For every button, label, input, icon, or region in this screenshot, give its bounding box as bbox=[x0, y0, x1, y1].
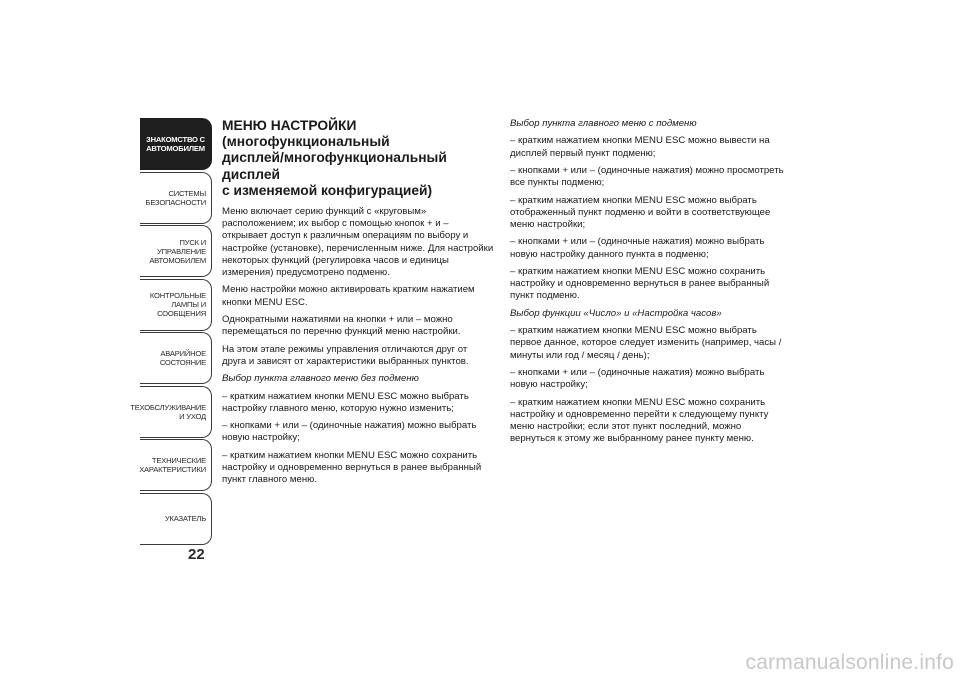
tab-maintenance[interactable] bbox=[130, 386, 212, 438]
tab-starting-driving[interactable] bbox=[140, 225, 212, 277]
list-item: – кратким нажатием кнопки MENU ESC можно выбрать настройку главного меню, которую нужно изменить; bbox=[222, 390, 469, 414]
list-item: – кнопками + или – (одиночные нажатия) можно выбрать новую настройку; bbox=[510, 366, 765, 391]
tab-label: ЗНАКОМСТВО С АВТОМОБИЛЕМ bbox=[146, 135, 205, 153]
paragraph: Однократными нажатиями на кнопки + или – можно перемещаться по перечню функций меню настройки. bbox=[222, 314, 461, 338]
tab-label: ТЕХОБСЛУЖИВАНИЕ И УХОД bbox=[130, 402, 206, 421]
paragraph: Меню включает серию функций с «круговым» расположением; их выбор с помощью кнопок + и – открывает доступ к различным операциям по выбору и настройке (установке), перечисленным ниже. Для настройки некоторых функций (регулировка часов и единицы измерения) предусмотрено подменю. bbox=[222, 206, 494, 279]
tab-index[interactable] bbox=[140, 493, 212, 545]
tab-warning-lights[interactable] bbox=[140, 279, 212, 331]
tab-technical-specs[interactable] bbox=[140, 439, 212, 491]
right-column bbox=[510, 118, 788, 451]
tab-vehicle-intro[interactable] bbox=[140, 118, 212, 170]
list-item: – кратким нажатием кнопки MENU ESC можно выбрать первое данное, которое следует изменить (например, часы / минуты или год / месяц / день); bbox=[510, 325, 782, 361]
list-item: – кратким нажатием кнопки MENU ESC можно сохранить настройку и одновременно вернуться в ранее выбранный пункт главного меню. bbox=[222, 449, 482, 486]
tab-label: УКАЗАТЕЛЬ bbox=[164, 514, 206, 523]
subheading: Выбор пункта главного меню без подменю bbox=[222, 373, 419, 385]
tab-label: ПУСК И УПРАВЛЕНИЕ АВТОМОБИЛЕМ bbox=[149, 237, 206, 265]
tab-label: ТЕХНИЧЕСКИЕ ХАРАКТЕРИСТИКИ bbox=[139, 456, 206, 474]
tab-emergency[interactable] bbox=[140, 332, 212, 384]
list-item: – кратким нажатием кнопки MENU ESC можно выбрать отображенный пункт подменю и войти в соответствующее меню настройки; bbox=[510, 194, 771, 230]
list-item: – кнопками + или – (одиночные нажатия) можно выбрать новую настройку; bbox=[222, 420, 477, 444]
list-item: – кнопками + или – (одиночные нажатия) можно выбрать новую настройку данного пункта в подменю; bbox=[510, 236, 765, 260]
list-item: – кнопками + или – (одиночные нажатия) можно просмотреть все пункты подменю; bbox=[510, 164, 784, 189]
page-number: 22 bbox=[188, 546, 205, 563]
left-column bbox=[222, 118, 494, 492]
subheading: Выбор функции «Число» и «Настройка часов» bbox=[510, 307, 722, 319]
tab-label: СИСТЕМЫ БЕЗОПАСНОСТИ bbox=[145, 188, 206, 207]
list-item: – кратким нажатием кнопки MENU ESC можно сохранить настройку и одновременно перейти к следующему пункту меню настройки; если этот пункт последний, можно вернуться к этому же выбранному ранее пункту меню. bbox=[510, 396, 769, 445]
paragraph: На этом этапе режимы управления отличаются друг от друга и зависят от характеристики выбранных пунктов. bbox=[222, 343, 469, 367]
list-item: – кратким нажатием кнопки MENU ESC можно вывести на дисплей первый пункт подменю; bbox=[510, 135, 770, 159]
watermark: carmanualsonline.info bbox=[745, 651, 954, 674]
tab-label: АВАРИЙНОЕ СОСТОЯНИЕ bbox=[159, 349, 206, 367]
subheading: Выбор пункта главного меню с подменю bbox=[510, 118, 697, 129]
tab-safety-systems[interactable] bbox=[140, 172, 212, 224]
section-heading: МЕНЮ НАСТРОЙКИ (многофункциональный дисплей/многофункциональный дисплей с изменяемой конфигурацией) bbox=[222, 118, 447, 198]
chapter-tabs bbox=[130, 118, 212, 546]
paragraph: Меню настройки можно активировать кратким нажатием кнопки MENU ESC. bbox=[222, 284, 475, 308]
list-item: – кратким нажатием кнопки MENU ESC можно сохранить настройку и одновременно вернуться в ранее выбранный пункт подменю. bbox=[510, 265, 770, 302]
tab-label: КОНТРОЛЬНЫЕ ЛАМПЫ И СООБЩЕНИЯ bbox=[149, 291, 206, 318]
